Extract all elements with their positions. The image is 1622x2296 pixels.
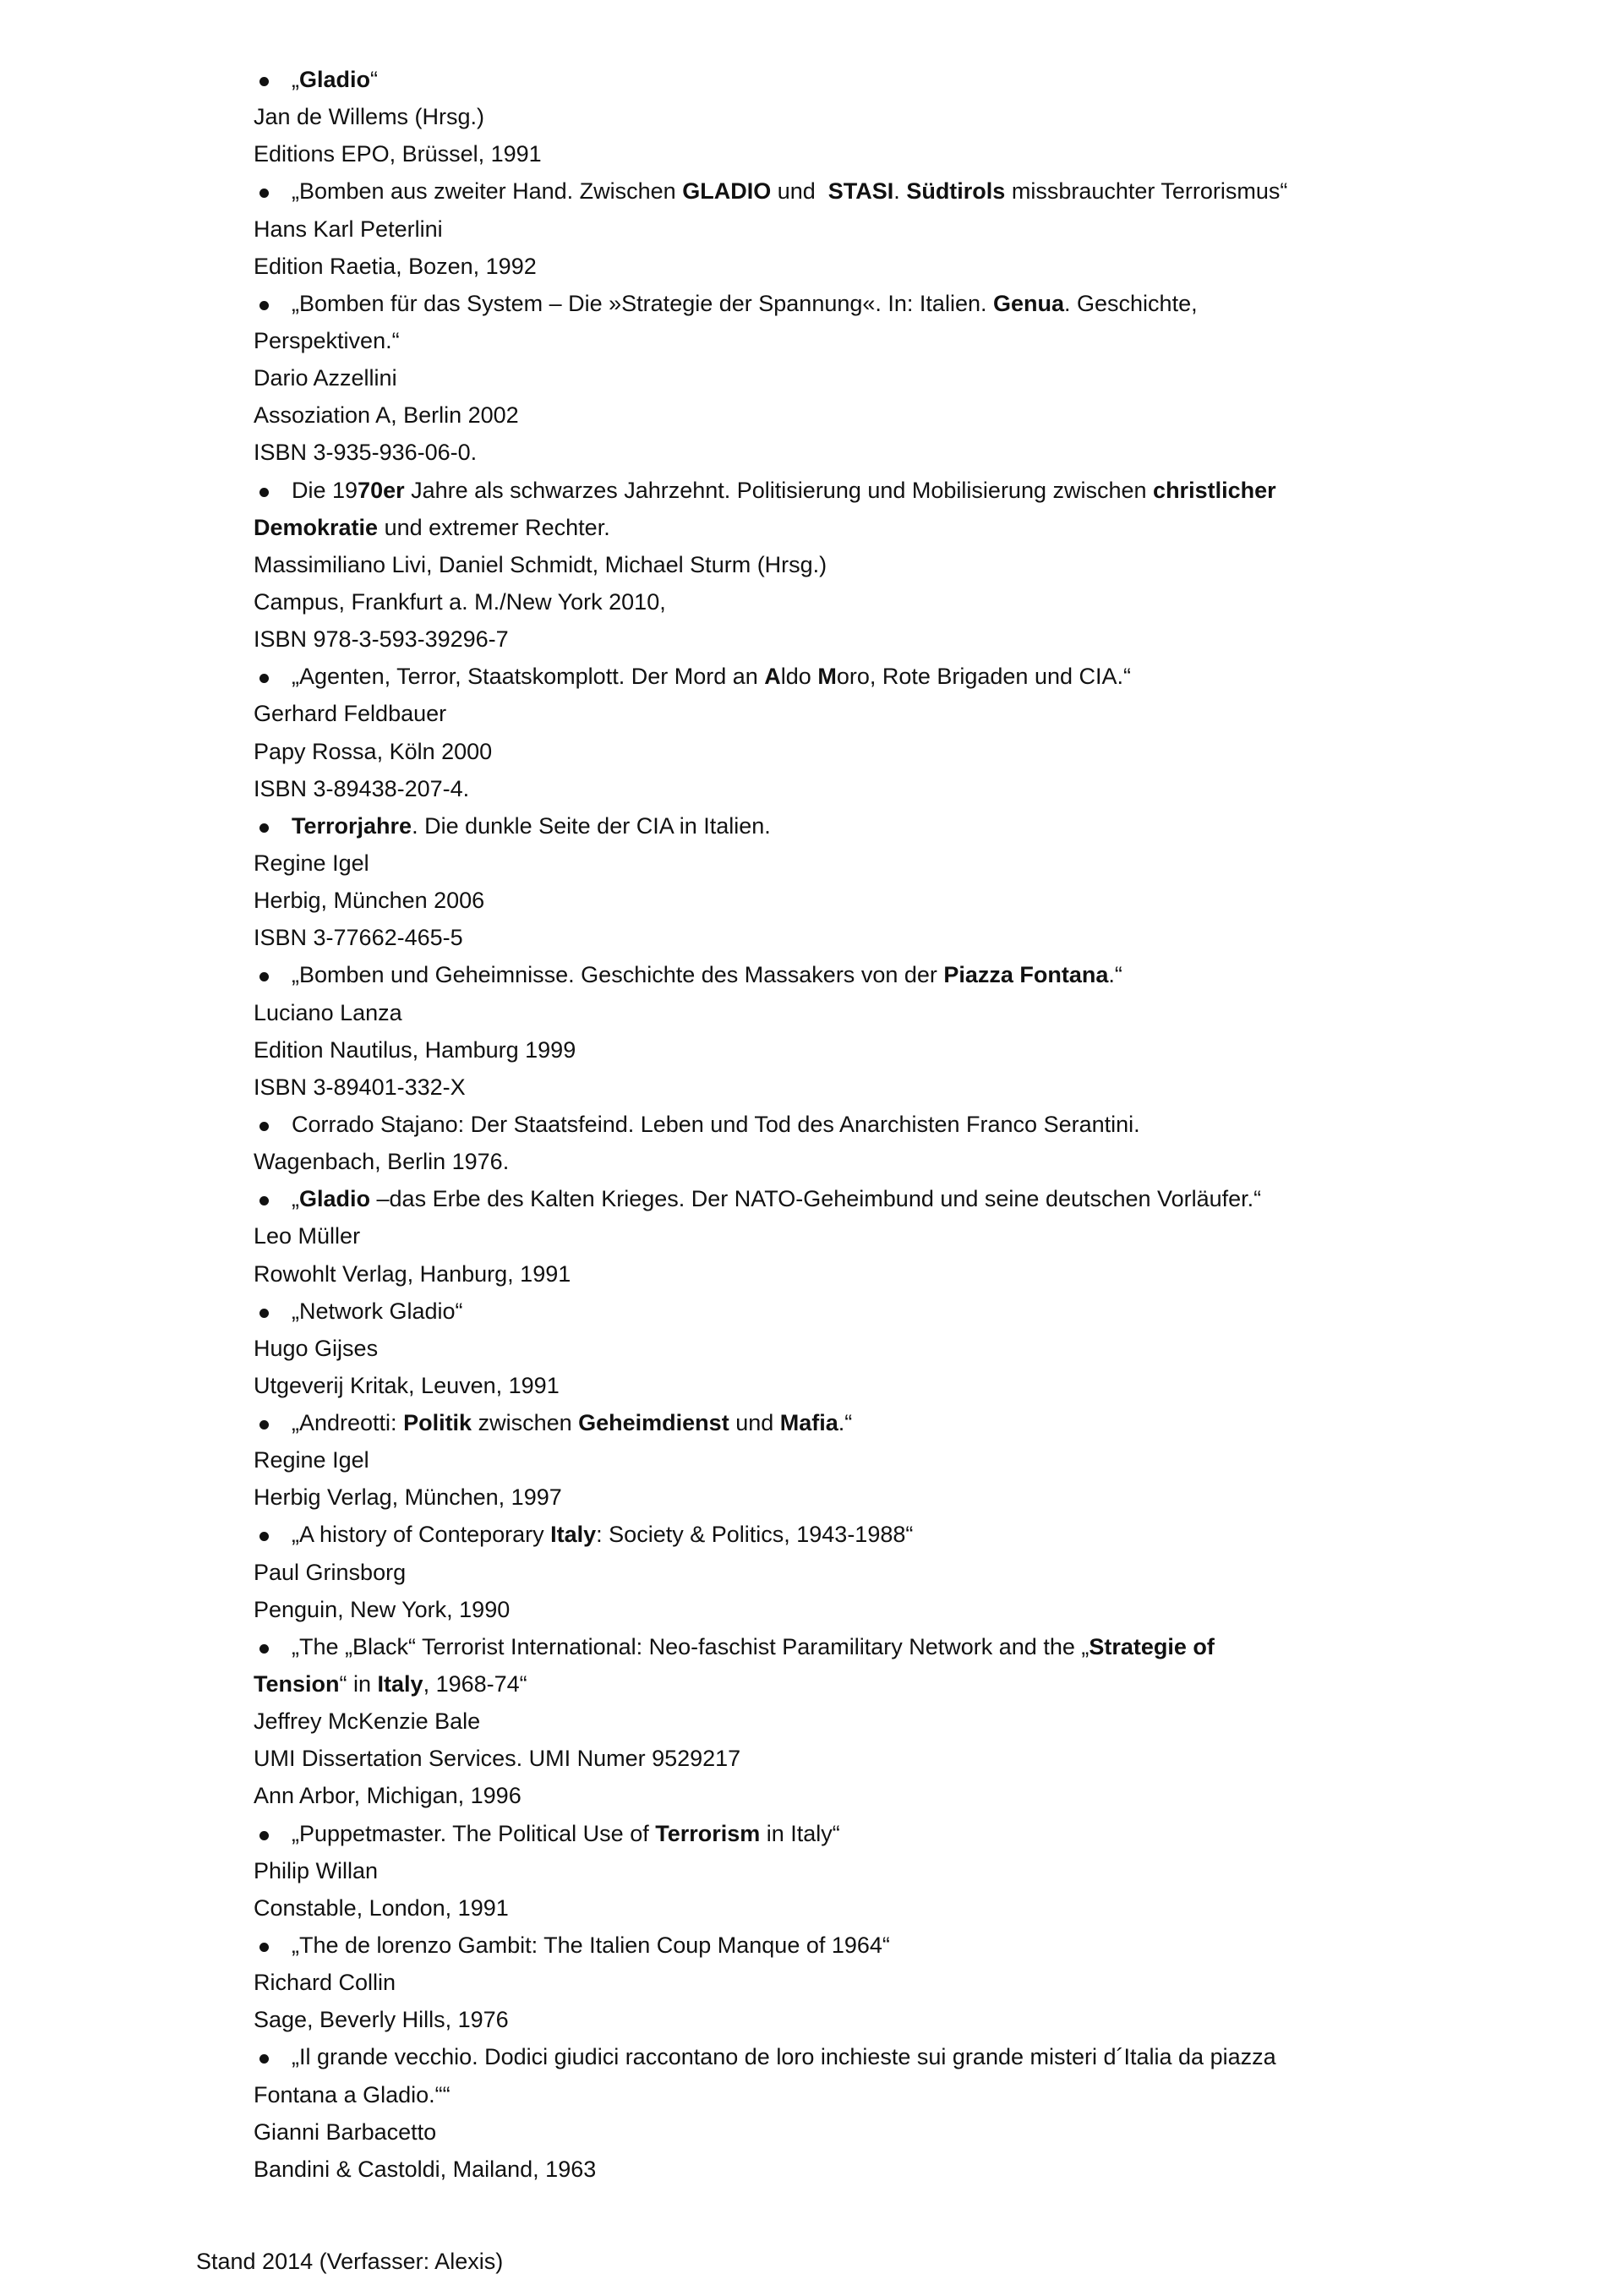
bibliography-entry [254,1404,1287,1516]
entry-detail-line: Herbig, München 2006 [254,888,485,914]
title-text: missbrauchter Terrorismus“ [1005,178,1288,205]
title-emphasis: A [764,664,781,690]
title-text: Perspektiven.“ [254,327,400,353]
bullet-icon [259,1644,269,1654]
bibliography-entry [254,658,1287,807]
bibliography-entry [254,1516,1287,1627]
bibliography-list [254,61,1287,2188]
entry-title-line [254,1815,1287,1852]
bibliography-entry [254,172,1287,284]
entry-detail-line: Herbig Verlag, München, 1997 [254,1484,562,1511]
title-text: „ [292,67,299,92]
title-emphasis: Gladio [299,1186,371,1212]
entry-detail-line: Paul Grinsborg [254,1559,407,1585]
entry-detail-line: Constable, London, 1991 [254,1894,509,1921]
entry-title-line [254,1180,1287,1217]
entry-detail-line: Edition Raetia, Bozen, 1992 [254,253,537,279]
title-text: und extremer Rechter. [378,514,610,540]
bullet-icon [259,2054,269,2064]
entry-detail-line: Papy Rossa, Köln 2000 [254,738,493,764]
entry-detail-line: UMI Dissertation Services. UMI Numer 9529217 [254,1746,741,1772]
title-text: ldo [780,664,818,690]
title-text: „Andreotti: [292,1410,404,1436]
title-text: . [893,178,907,205]
bullet-icon [259,488,269,497]
bibliography-entry [254,1815,1287,1927]
entry-title-line [254,1516,1287,1553]
title-text: “ [370,67,379,92]
bibliography-entry [254,956,1287,1106]
entry-detail-line: Regine Igel [254,850,369,876]
entry-title-line [254,285,1287,322]
title-text: .“ [1108,962,1122,988]
entry-detail-line: ISBN 3-89401-332-X [254,1074,466,1100]
entry-detail-line: Jan de Willems (Hrsg.) [254,104,485,130]
entry-detail-line: Dario Azzellini [254,365,397,391]
title-emphasis: Strategie of [1089,1633,1215,1659]
entry-detail-line: Jeffrey McKenzie Bale [254,1708,481,1735]
entry-title-line [254,658,1287,695]
entry-detail-line: Editions EPO, Brüssel, 1991 [254,141,542,167]
title-emphasis: Italy [550,1522,597,1548]
title-emphasis: christlicher [1153,477,1276,503]
bibliography-entry [254,61,1287,172]
title-emphasis: Terrorjahre [292,812,412,839]
title-emphasis: Genua [992,290,1065,316]
title-text: Jahre als schwarzes Jahrzehnt. Politisierung und Mobilisierung zwischen [404,477,1154,503]
bullet-icon [259,1309,269,1318]
entry-title-line [254,1665,1287,1703]
entry-detail-line: ISBN 3-77662-465-5 [254,925,463,951]
entry-detail-line: Luciano Lanza [254,999,402,1025]
title-text: „Network Gladio“ [292,1298,463,1324]
title-emphasis: GLADIO [682,178,772,205]
title-text: „Bomben und Geheimnisse. Geschichte des Massakers von der [292,962,944,988]
title-text: in Italy“ [760,1820,840,1846]
entry-title-line [254,172,1287,210]
title-emphasis: STASI [827,178,894,205]
title-text: : Society & Politics, 1943-1988“ [596,1522,914,1548]
entry-title-line [254,2038,1287,2075]
title-text: –das Erbe des Kalten Krieges. Der NATO-Geheimbund und seine deutschen Vorläufer.“ [370,1186,1262,1212]
title-emphasis: Geheimdienst [578,1410,729,1436]
entry-title-line [254,61,1287,98]
title-emphasis: Demokratie [254,514,379,540]
entry-title-line [254,2076,1287,2113]
entry-detail-line: Gianni Barbacetto [254,2118,437,2145]
title-emphasis: Gladio [299,67,371,92]
bibliography-entry [254,2038,1287,2188]
entry-detail-line: Richard Collin [254,1970,396,1996]
title-emphasis: Mafia [779,1410,838,1436]
entry-detail-line: Bandini & Castoldi, Mailand, 1963 [254,2156,597,2182]
bullet-icon [259,1196,269,1205]
title-text: Die 19 [292,477,358,503]
entry-detail-line: ISBN 3-935-936-06-0. [254,440,478,466]
title-emphasis: Südtirols [906,178,1006,205]
bibliography-entry [254,1628,1287,1815]
entry-detail-line: Edition Nautilus, Hamburg 1999 [254,1036,576,1063]
bullet-icon [259,189,269,198]
entry-title-line [254,1293,1287,1330]
title-text: “ in [339,1671,378,1697]
title-emphasis: Tension [254,1671,340,1697]
title-text: „Bomben aus zweiter Hand. Zwischen [292,178,683,205]
entry-detail-line: Wagenbach, Berlin 1976. [254,1149,510,1175]
bullet-icon [259,1831,269,1840]
title-text: „The „Black“ Terrorist International: Neo-faschist Paramilitary Network and the „ [292,1633,1090,1659]
bibliography-entry [254,1180,1287,1292]
title-text: „Il grande vecchio. Dodici giudici raccontano de loro inchieste sui grande misteri d´Italia da piazza [292,2044,1276,2070]
entry-detail-line: Utgeverij Kritak, Leuven, 1991 [254,1372,560,1398]
title-emphasis: 70er [358,477,405,503]
title-text: . Die dunkle Seite der CIA in Italien. [412,812,771,839]
bibliography-entry [254,285,1287,472]
bibliography-entry [254,1293,1287,1404]
footer-note: Stand 2014 (Verfasser: Alexis) [196,2249,504,2274]
bibliography-entry [254,1927,1287,2038]
entry-title-line [254,322,1287,359]
entry-title-line [254,1404,1287,1441]
title-text: . Geschichte, [1064,290,1198,316]
title-text: und [771,178,828,205]
title-emphasis: M [817,664,837,690]
entry-detail-line: Gerhard Feldbauer [254,701,447,727]
entry-title-line [254,509,1287,546]
entry-detail-line: Ann Arbor, Michigan, 1996 [254,1783,522,1809]
bullet-icon [259,1532,269,1541]
title-text: oro, Rote Brigaden und CIA.“ [836,664,1132,690]
entry-detail-line: Leo Müller [254,1223,361,1249]
title-text: „Bomben für das System – Die »Strategie der Spannung«. In: Italien. [292,290,993,316]
entry-detail-line: Rowohlt Verlag, Hanburg, 1991 [254,1260,571,1287]
bibliography-entry [254,1106,1287,1180]
entry-detail-line: Massimiliano Livi, Daniel Schmidt, Michael Sturm (Hrsg.) [254,551,827,577]
title-text: , 1968-74“ [423,1671,527,1697]
title-text: zwischen [472,1410,579,1436]
title-text: und [729,1410,780,1436]
bullet-icon [259,301,269,310]
entry-detail-line: ISBN 3-89438-207-4. [254,775,470,801]
entry-detail-line: Hans Karl Peterlini [254,216,443,242]
bullet-icon [259,823,269,833]
title-text: „ [292,1186,299,1212]
bullet-icon [259,1122,269,1131]
title-text: Fontana a Gladio.““ [254,2081,451,2107]
entry-detail-line: Philip Willan [254,1857,379,1883]
bibliography-entry [254,807,1287,957]
entry-detail-line: Regine Igel [254,1447,369,1473]
entry-detail-line: ISBN 978-3-593-39296-7 [254,626,509,653]
title-text: „Agenten, Terror, Staatskomplott. Der Mord an [292,664,765,690]
entry-detail-line: Campus, Frankfurt a. M./New York 2010, [254,588,666,615]
entry-title-line [254,807,1287,845]
bullet-icon [259,674,269,683]
entry-title-line [254,956,1287,993]
title-emphasis: Terrorism [655,1820,761,1846]
title-text: „The de lorenzo Gambit: The Italien Coup Manque of 1964“ [292,1932,890,1959]
entry-detail-line: Assoziation A, Berlin 2002 [254,402,519,429]
title-text: „Puppetmaster. The Political Use of [292,1820,656,1846]
entry-title-line [254,1927,1287,1964]
bullet-icon [259,1943,269,1952]
title-emphasis: Piazza Fontana [943,962,1109,988]
title-text: .“ [838,1410,853,1436]
entry-title-line [254,1628,1287,1665]
entry-title-line [254,472,1287,509]
bullet-icon [259,1420,269,1430]
bullet-icon [259,77,269,86]
entry-detail-line: Hugo Gijses [254,1335,379,1361]
bullet-icon [259,972,269,981]
title-emphasis: Italy [377,1671,423,1697]
entry-detail-line: Penguin, New York, 1990 [254,1596,511,1622]
bibliography-entry [254,472,1287,659]
title-text: „A history of Conteporary [292,1522,551,1548]
entry-title-line [254,1106,1287,1143]
title-emphasis: Politik [403,1410,472,1436]
entry-detail-line: Sage, Beverly Hills, 1976 [254,2007,509,2033]
title-text: Corrado Stajano: Der Staatsfeind. Leben und Tod des Anarchisten Franco Serantini. [292,1111,1140,1137]
